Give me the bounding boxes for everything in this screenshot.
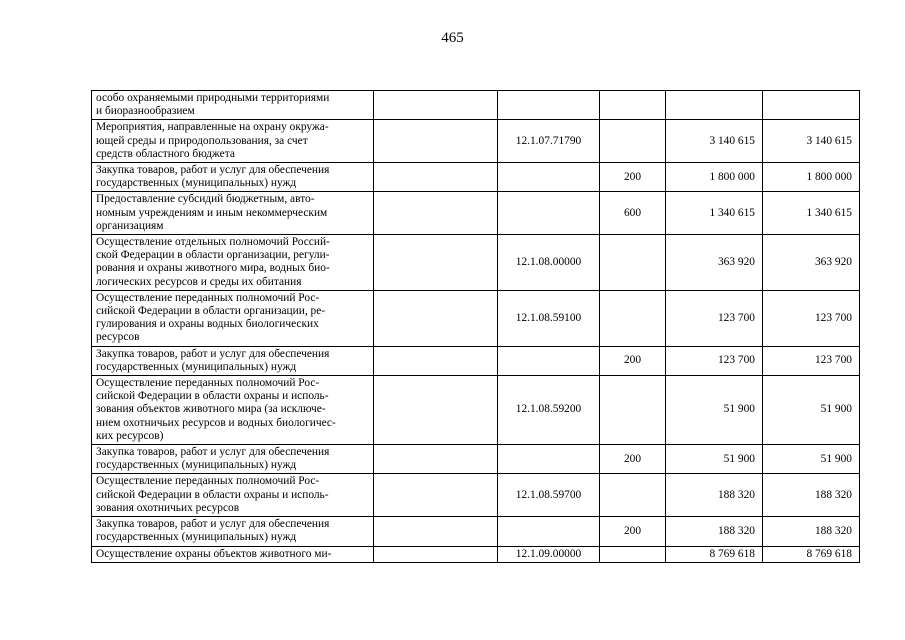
blank-cell	[374, 192, 498, 235]
row-description	[92, 346, 374, 375]
amount-2024-cell: 3 140 615	[763, 120, 860, 163]
target-code-cell	[498, 91, 600, 120]
target-code-cell: 12.1.09.00000	[498, 546, 600, 562]
target-code-cell	[498, 192, 600, 235]
description-line: Осуществление переданных полномочий Рос-	[96, 291, 320, 304]
expense-type-cell: 600	[600, 192, 666, 235]
description-line: государственных (муниципальных) нужд	[96, 360, 297, 373]
row-description	[92, 192, 374, 235]
amount-2023-cell	[666, 91, 763, 120]
row-description	[92, 445, 374, 474]
blank-cell	[374, 546, 498, 562]
target-code-cell	[498, 517, 600, 546]
table-row	[92, 346, 860, 375]
description-line: ких ресурсов)	[96, 429, 164, 442]
description-line: Закупка товаров, работ и услуг для обеспечения	[96, 446, 330, 459]
description-line: Закупка товаров, работ и услуг для обеспечения	[96, 518, 330, 531]
description-line: Закупка товаров, работ и услуг для обеспечения	[96, 164, 330, 177]
amount-2024-cell: 51 900	[763, 376, 860, 445]
table-row	[92, 517, 860, 546]
description-line: Осуществление отдельных полномочий Россий-	[96, 236, 330, 249]
row-description	[92, 474, 374, 517]
target-code-cell	[498, 346, 600, 375]
table-row	[92, 120, 860, 163]
description-line: ющей среды и природопользования, за счет	[96, 134, 308, 147]
expense-type-cell	[600, 290, 666, 346]
expense-type-cell	[600, 91, 666, 120]
description-line: Осуществление переданных полномочий Рос-	[96, 475, 320, 488]
amount-2024-cell: 1 800 000	[763, 163, 860, 192]
table-row	[92, 546, 860, 562]
description-line: Закупка товаров, работ и услуг для обеспечения	[96, 347, 330, 360]
description-line: ресурсов	[96, 331, 140, 344]
amount-2024-cell	[763, 91, 860, 120]
blank-cell	[374, 376, 498, 445]
amount-2023-cell: 51 900	[666, 445, 763, 474]
blank-cell	[374, 163, 498, 192]
description-line: средств областного бюджета	[96, 147, 235, 160]
amount-2024-cell: 123 700	[763, 346, 860, 375]
description-line: ской Федерации в области организации, регули-	[96, 249, 330, 262]
row-description	[92, 376, 374, 445]
expense-type-cell: 200	[600, 445, 666, 474]
table-row	[92, 474, 860, 517]
row-description	[92, 120, 374, 163]
row-description	[92, 546, 374, 562]
target-code-cell: 12.1.08.59200	[498, 376, 600, 445]
description-line: нием охотничьих ресурсов и водных биологичес-	[96, 416, 336, 429]
blank-cell	[374, 474, 498, 517]
table-row	[92, 376, 860, 445]
page-number: 465	[441, 30, 464, 46]
row-description	[92, 517, 374, 546]
amount-2024-cell: 51 900	[763, 445, 860, 474]
description-line: и биоразнообразием	[96, 105, 195, 118]
amount-2024-cell: 1 340 615	[763, 192, 860, 235]
description-line: зования объектов животного мира (за исключе-	[96, 403, 326, 416]
table-row	[92, 163, 860, 192]
amount-2023-cell: 123 700	[666, 290, 763, 346]
blank-cell	[374, 445, 498, 474]
description-line: организациям	[96, 219, 164, 232]
amount-2023-cell: 363 920	[666, 235, 763, 291]
description-line: государственных (муниципальных) нужд	[96, 459, 297, 472]
row-description	[92, 163, 374, 192]
amount-2024-cell: 188 320	[763, 517, 860, 546]
amount-2023-cell: 188 320	[666, 517, 763, 546]
description-line: сийской Федерации в области охраны и исполь-	[96, 488, 329, 501]
expense-type-cell	[600, 376, 666, 445]
expense-type-cell	[600, 120, 666, 163]
amount-2024-cell: 8 769 618	[763, 546, 860, 562]
budget-table	[91, 90, 860, 563]
row-description	[92, 91, 374, 120]
description-line: государственных (муниципальных) нужд	[96, 531, 297, 544]
description-line: особо охраняемыми природными территориями	[96, 92, 330, 104]
description-line: зования охотничьих ресурсов	[96, 501, 240, 514]
expense-type-cell	[600, 474, 666, 517]
blank-cell	[374, 517, 498, 546]
table-row	[92, 290, 860, 346]
description-line: логических ресурсов и среды их обитания	[96, 275, 302, 288]
blank-cell	[374, 120, 498, 163]
blank-cell	[374, 235, 498, 291]
description-line: государственных (муниципальных) нужд	[96, 177, 297, 190]
budget-table-body	[92, 91, 860, 563]
amount-2024-cell: 363 920	[763, 235, 860, 291]
amount-2023-cell: 123 700	[666, 346, 763, 375]
amount-2023-cell: 8 769 618	[666, 546, 763, 562]
target-code-cell	[498, 163, 600, 192]
target-code-cell: 12.1.07.71790	[498, 120, 600, 163]
expense-type-cell: 200	[600, 517, 666, 546]
target-code-cell: 12.1.08.00000	[498, 235, 600, 291]
amount-2023-cell: 3 140 615	[666, 120, 763, 163]
target-code-cell: 12.1.08.59100	[498, 290, 600, 346]
description-line: Осуществление переданных полномочий Рос-	[96, 377, 320, 390]
description-line: рования и охраны животного мира, водных био-	[96, 262, 330, 275]
description-line: Мероприятия, направленные на охрану окружа-	[96, 121, 329, 134]
expense-type-cell	[600, 235, 666, 291]
blank-cell	[374, 290, 498, 346]
table-row	[92, 91, 860, 120]
target-code-cell: 12.1.08.59700	[498, 474, 600, 517]
amount-2023-cell: 1 800 000	[666, 163, 763, 192]
row-description	[92, 290, 374, 346]
table-row	[92, 445, 860, 474]
description-line: сийской Федерации в области организации, ре-	[96, 305, 326, 318]
description-line: сийской Федерации в области охраны и исполь-	[96, 390, 329, 403]
amount-2024-cell: 188 320	[763, 474, 860, 517]
expense-type-cell: 200	[600, 346, 666, 375]
row-description	[92, 235, 374, 291]
amount-2024-cell: 123 700	[763, 290, 860, 346]
description-line: Осуществление охраны объектов животного ми-	[96, 547, 332, 560]
amount-2023-cell: 188 320	[666, 474, 763, 517]
expense-type-cell: 200	[600, 163, 666, 192]
table-row	[92, 192, 860, 235]
description-line: гулирования и охраны водных биологических	[96, 318, 319, 331]
amount-2023-cell: 51 900	[666, 376, 763, 445]
description-line: Предоставление субсидий бюджетным, авто-	[96, 193, 315, 206]
description-line: номным учреждениям и иным некоммерческим	[96, 206, 328, 219]
target-code-cell	[498, 445, 600, 474]
table-row	[92, 235, 860, 291]
expense-type-cell	[600, 546, 666, 562]
amount-2023-cell: 1 340 615	[666, 192, 763, 235]
blank-cell	[374, 346, 498, 375]
blank-cell	[374, 91, 498, 120]
